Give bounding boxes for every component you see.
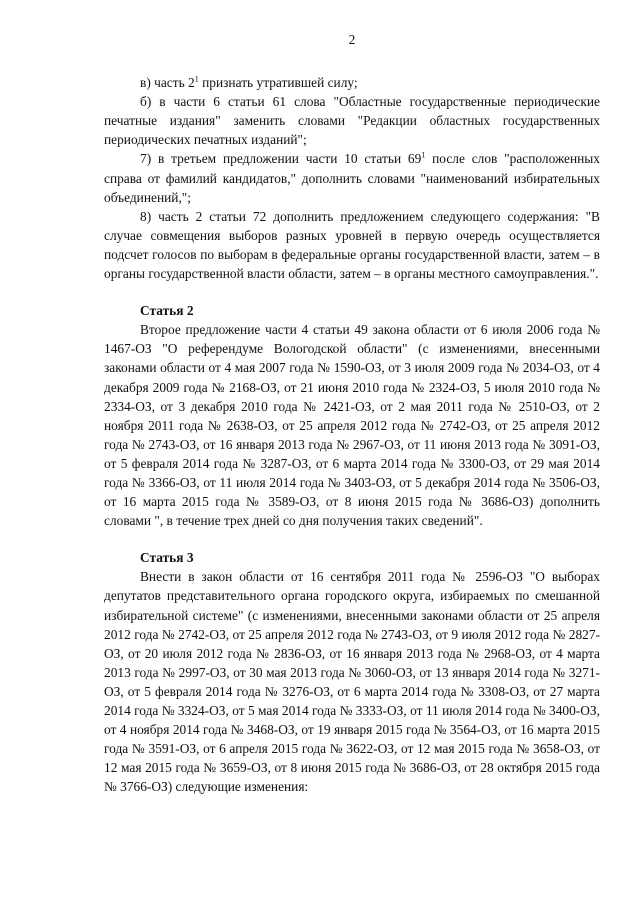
superscript: 1 xyxy=(421,151,426,160)
amendment-text: б) в части 6 статьи 61 слова "Областные государственные периодические печатные издания" заменить словами "Редакции областных государственных периодических печатных изданий"; xyxy=(104,94,600,148)
amendment-text: 8) часть 2 статьи 72 дополнить предложением следующего содержания: "В случае совмещения выборов разных уровней в первую очередь осуществляется подсчет голосов по выборам в федеральные органы государственной власти, затем – в органы государственной власти области, затем – в органы местного самоуправления.". xyxy=(104,208,600,282)
amendment-text: в) часть 2 xyxy=(140,75,195,91)
article-2-text: Второе предложение части 4 статьи 49 закона области от 6 июля 2006 года № 1467-ОЗ "О референдуме Вологодской области" (с изменениями, внесенными законами области от 4 мая 2007 года № 1590-ОЗ, от 3 июля 2009 года № 2034-ОЗ, от 4 декабря 2009 года № 2168-ОЗ, от 21 июня 2010 года № 2324-ОЗ, 5 июля 2010 года № 2334-ОЗ, от 3 декабря 2010 года № 2421-ОЗ, от 2 мая 2011 года № 2510-ОЗ, от 2 ноября 2011 года № 2638-ОЗ, от 25 апреля 2012 года № 2742-ОЗ, от 25 апреля 2012 года № 2743-ОЗ, от 16 января 2013 года № 2967-ОЗ, от 11 июня 2013 года № 3091-ОЗ, от 5 февраля 2014 года № 3287-ОЗ, от 6 марта 2014 года № 3300-ОЗ, от 29 мая 2014 года № 3366-ОЗ, от 11 июля 2014 года № 3403-ОЗ, от 5 декабря 2014 года № 3506-ОЗ, от 16 марта 2015 года № 3589-ОЗ, от 8 июня 2015 года № 3686-ОЗ) дополнить словами ", в течение трех дней со дня получения таких сведений". xyxy=(104,322,600,529)
amendment-item-v xyxy=(104,73,600,92)
page-number: 2 xyxy=(348,32,356,47)
superscript: 1 xyxy=(194,74,199,84)
amendment-text: после слов "расположенных справа от фамилий кандидатов," дополнить словами "наименований избирательных объединений,"; xyxy=(104,151,601,205)
article-2-heading: Статья 2 xyxy=(140,303,194,319)
document-page xyxy=(104,30,600,796)
amendment-text: 7) в третьем предложении части 10 статьи 69 xyxy=(140,151,422,167)
article-3-text: Внести в закон области от 16 сентября 2011 года № 2596-ОЗ "О выборах депутатов представительного органа городского округа, избираемых по смешанной избирательной системе" (с изменениями, внесенными законами области от 25 апреля 2012 года № 2742-ОЗ, от 25 апреля 2012 года № 2743-ОЗ, от 9 июля 2012 года № 2827-ОЗ, от 20 июля 2012 года № 2836-ОЗ, от 16 января 2013 года № 2968-ОЗ, от 4 марта 2013 года № 2997-ОЗ, от 30 мая 2013 года № 3060-ОЗ, от 13 января 2014 года № 3271-ОЗ, от 5 февраля 2014 года № 3276-ОЗ, от 6 марта 2014 года № 3308-ОЗ, от 27 марта 2014 года № 3324-ОЗ, от 5 мая 2014 года № 3333-ОЗ, от 11 июля 2014 года № 3400-ОЗ, от 4 ноября 2014 года № 3468-ОЗ, от 19 января 2015 года № 3564-ОЗ, от 16 марта 2015 года № 3591-ОЗ, от 6 апреля 2015 года № 3622-ОЗ, от 12 мая 2015 года № 3658-ОЗ, от 12 мая 2015 года № 3659-ОЗ, от 8 июня 2015 года № 3686-ОЗ, от 28 октября 2015 года № 3766-ОЗ) следующие изменения: xyxy=(104,569,600,795)
amendment-item-b xyxy=(104,92,600,149)
amendment-item-7 xyxy=(104,149,600,206)
amendment-text: признать утратившей силу; xyxy=(198,75,358,91)
amendment-item-8 xyxy=(104,207,600,283)
article-3-heading: Статья 3 xyxy=(140,550,194,566)
